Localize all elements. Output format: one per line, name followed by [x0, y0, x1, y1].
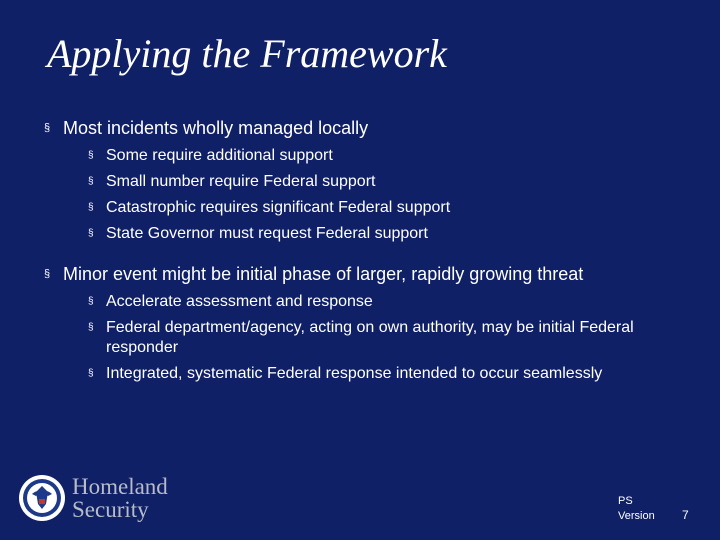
bullet-level2 [44, 172, 704, 192]
bullet-text: Catastrophic requires significant Federal support [106, 199, 451, 216]
dhs-seal-icon [18, 474, 66, 522]
bullet-marker-icon: § [88, 150, 94, 161]
slide-title: Applying the Framework [47, 31, 447, 76]
bullet-marker-icon: § [88, 322, 94, 333]
bullet-level2 [44, 224, 704, 244]
bullet-marker-icon: § [88, 296, 94, 307]
version-label [618, 494, 655, 524]
bullet-marker-icon: § [44, 268, 51, 280]
bullet-marker-icon: § [88, 176, 94, 187]
bullet-text: Some require additional support [106, 147, 333, 164]
bullet-text: State Governor must request Federal support [106, 225, 428, 242]
logo-line2: Security [72, 497, 149, 522]
version-line2: Version [618, 510, 655, 522]
bullet-marker-icon: § [88, 202, 94, 213]
bullet-text: Integrated, systematic Federal response intended to occur seamlessly [106, 365, 603, 382]
bullet-text: Minor event might be initial phase of larger, rapidly growing threat [63, 264, 584, 284]
bullet-marker-icon: § [88, 368, 94, 379]
slide-body [44, 116, 704, 384]
bullet-text: Federal department/agency, acting on own authority, may be initial Federal responder [106, 319, 634, 356]
bullet-level1 [44, 116, 704, 140]
bullet-level2 [44, 146, 704, 166]
bullet-level2 [44, 364, 666, 384]
bullet-level1 [44, 262, 704, 286]
homeland-security-logo [18, 474, 168, 522]
bullet-marker-icon: § [44, 122, 51, 134]
bullet-text: Accelerate assessment and response [106, 293, 373, 310]
version-line1: PS [618, 495, 633, 507]
logo-line1: Homeland [72, 474, 168, 499]
bullet-marker-icon: § [88, 228, 94, 239]
bullet-text: Most incidents wholly managed locally [63, 118, 369, 138]
bullet-level2 [44, 198, 704, 218]
logo-wordmark [72, 475, 168, 521]
bullet-level2 [44, 292, 704, 312]
bullet-level2 [44, 318, 666, 358]
bullet-text: Small number require Federal support [106, 173, 376, 190]
page-number: 7 [682, 508, 689, 522]
